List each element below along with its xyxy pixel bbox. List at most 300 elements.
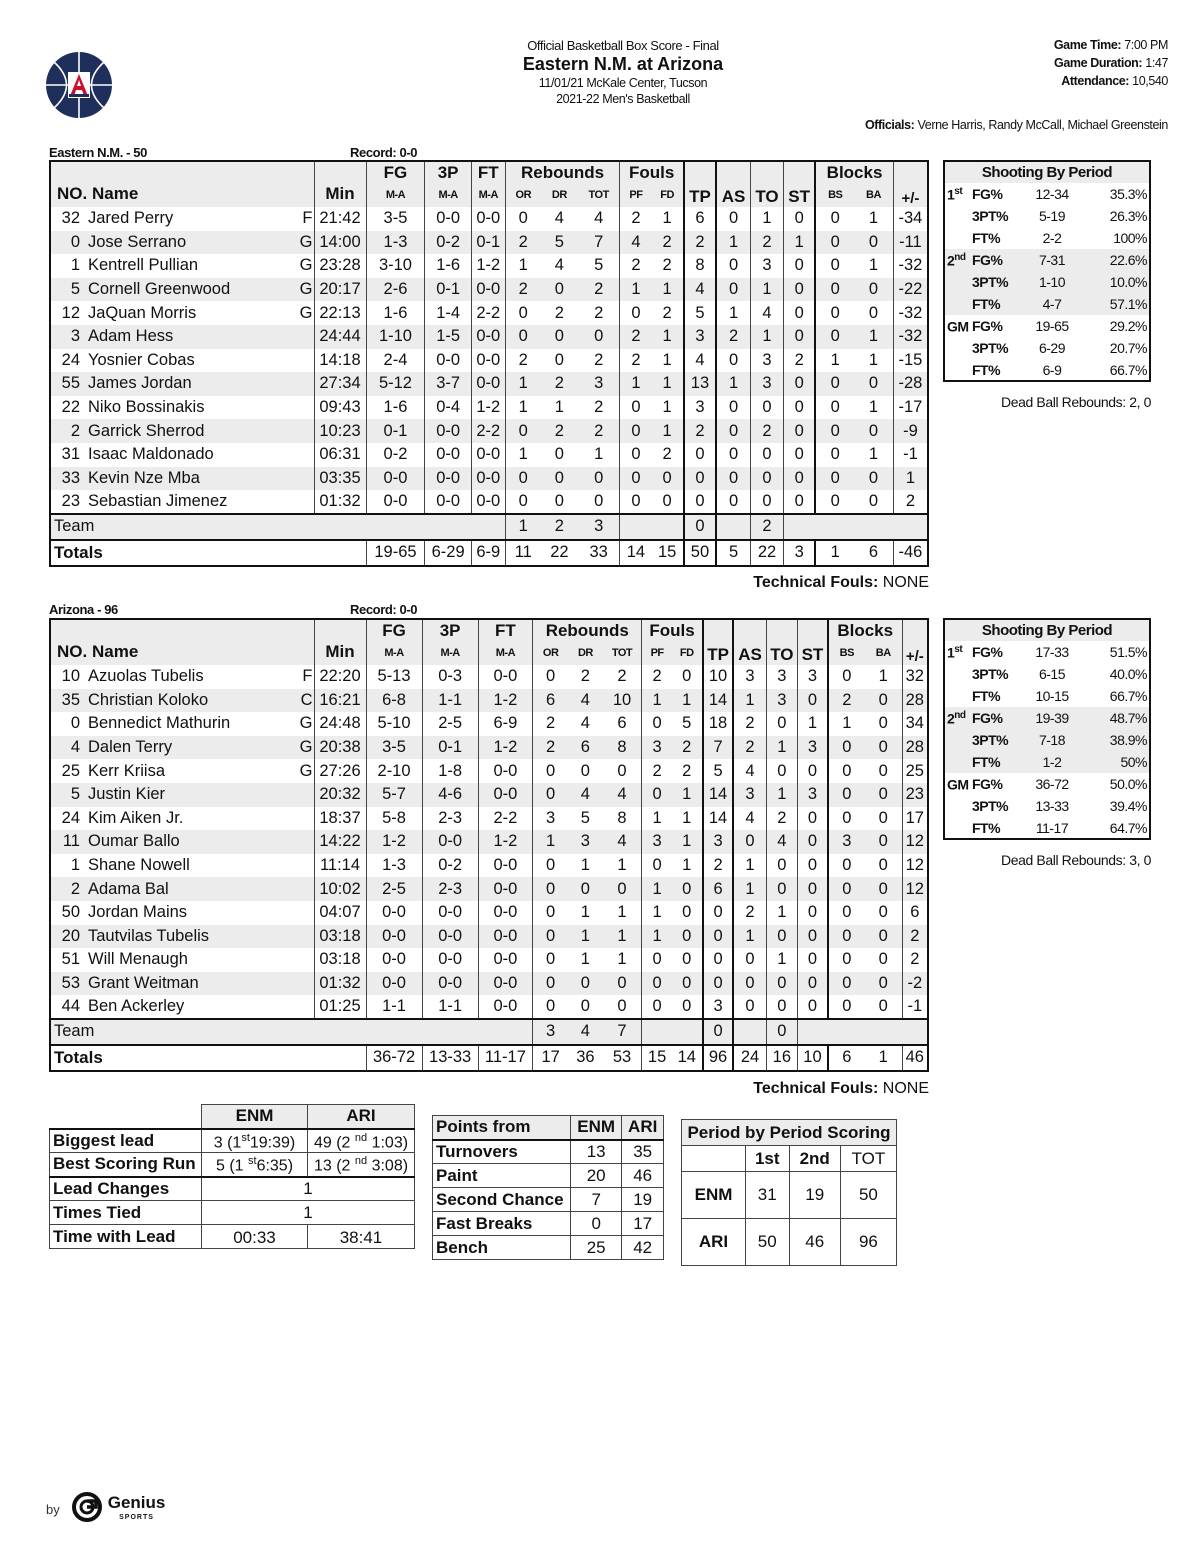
col-ft-ma: M-A bbox=[478, 641, 533, 665]
stat-ft: 0-0 bbox=[471, 372, 505, 396]
stat-tot: 2 bbox=[594, 350, 604, 369]
stat-as: 0 bbox=[716, 467, 750, 491]
col-bs: BS bbox=[815, 183, 854, 207]
total-as: 5 bbox=[716, 540, 750, 566]
player-position bbox=[296, 901, 314, 925]
stat-fd: 2 bbox=[662, 303, 672, 322]
period-label: 1st bbox=[947, 643, 963, 661]
col-min: Min bbox=[314, 161, 366, 207]
col-3p: 3P bbox=[425, 161, 471, 183]
stat-to: 0 bbox=[766, 1019, 798, 1045]
stat-as: 0 bbox=[733, 948, 766, 972]
stat-as: 1 bbox=[733, 854, 766, 878]
summary-col-enm: ENM bbox=[202, 1105, 308, 1129]
stat-pm: -34 bbox=[893, 207, 928, 231]
points-row bbox=[433, 1236, 664, 1260]
stat-to: 2 bbox=[750, 419, 783, 443]
stat-tp3: 0-0 bbox=[422, 830, 478, 854]
stat-tot: 0 bbox=[617, 761, 627, 780]
stat-pf: 1 bbox=[642, 877, 672, 901]
player-minutes: 18:37 bbox=[314, 807, 366, 831]
total-pm: -46 bbox=[893, 540, 928, 566]
made-attempted: 4-7 bbox=[1042, 296, 1062, 312]
stat-or: 0 bbox=[533, 783, 568, 807]
stat-dr: 0 bbox=[554, 468, 564, 487]
points-label: Paint bbox=[433, 1164, 571, 1188]
total-bs: 6 bbox=[828, 1045, 865, 1071]
percentage: 10.0% bbox=[1109, 274, 1147, 290]
col-to: TO bbox=[750, 161, 783, 207]
period-col-2nd: 2nd bbox=[789, 1146, 840, 1172]
stat-to: 0 bbox=[750, 490, 783, 514]
player-row bbox=[50, 301, 928, 325]
arizona-logo bbox=[44, 50, 114, 120]
total-tp3: 6-29 bbox=[425, 540, 471, 566]
stat-type: FT% bbox=[972, 688, 1001, 704]
stat-pm: -15 bbox=[893, 349, 928, 373]
stat-bs: 0 bbox=[815, 372, 854, 396]
player-row bbox=[50, 807, 928, 831]
player-minutes: 24:48 bbox=[314, 712, 366, 736]
stat-to: 1 bbox=[766, 948, 798, 972]
player-name: Tautvilas Tubelis bbox=[88, 926, 210, 945]
period-row-team: ARI bbox=[682, 1219, 746, 1266]
stat-to: 4 bbox=[750, 301, 783, 325]
shooting-row bbox=[944, 293, 1150, 315]
stat-as: 0 bbox=[716, 207, 750, 231]
player-number: 23 bbox=[61, 491, 80, 510]
stat-ba: 1 bbox=[878, 667, 888, 686]
stat-as: 0 bbox=[733, 972, 766, 996]
stat-to: 1 bbox=[750, 207, 783, 231]
total-tot: 33 bbox=[589, 543, 608, 562]
made-attempted: 12-34 bbox=[1035, 186, 1069, 202]
percentage: 29.2% bbox=[1109, 318, 1147, 334]
percentage: 20.7% bbox=[1109, 340, 1147, 356]
player-number: 24 bbox=[61, 808, 80, 827]
stat-ba: 0 bbox=[878, 926, 888, 945]
player-row bbox=[50, 372, 928, 396]
player-number: 33 bbox=[61, 468, 80, 487]
stat-pm: 23 bbox=[902, 783, 928, 807]
stat-pm: -22 bbox=[893, 278, 928, 302]
stat-tot: 1 bbox=[617, 926, 627, 945]
player-row bbox=[50, 972, 928, 996]
stat-ft: 0-0 bbox=[478, 995, 533, 1019]
stat-tp: 0 bbox=[703, 1019, 734, 1045]
total-bs: 1 bbox=[815, 540, 854, 566]
made-attempted: 7-31 bbox=[1038, 252, 1066, 268]
stat-pf: 2 bbox=[620, 349, 652, 373]
stat-pm: 17 bbox=[902, 807, 928, 831]
total-ba: 1 bbox=[878, 1048, 888, 1067]
stat-as: 1 bbox=[733, 689, 766, 713]
stat-ft: 1-2 bbox=[471, 396, 505, 420]
total-st: 3 bbox=[784, 540, 816, 566]
stat-tot: 3 bbox=[594, 517, 604, 536]
made-attempted: 5-19 bbox=[1038, 208, 1066, 224]
total-tp: 50 bbox=[684, 540, 716, 566]
player-name: Shane Nowell bbox=[88, 856, 190, 875]
player-number: 55 bbox=[61, 374, 80, 393]
stat-fd: 0 bbox=[682, 974, 692, 993]
stat-tp3: 0-0 bbox=[425, 443, 471, 467]
stat-fg: 0-0 bbox=[366, 948, 422, 972]
stat-as: 1 bbox=[733, 925, 766, 949]
stat-dr: 4 bbox=[580, 714, 590, 733]
stat-fg: 5-13 bbox=[366, 665, 422, 689]
stat-tp: 7 bbox=[703, 736, 734, 760]
player-position bbox=[296, 419, 314, 443]
stat-fg: 0-1 bbox=[366, 419, 425, 443]
stat-tp: 0 bbox=[684, 514, 716, 540]
player-minutes: 01:32 bbox=[314, 490, 366, 514]
stat-ba: 0 bbox=[868, 303, 879, 322]
col-fouls: Fouls bbox=[620, 161, 684, 183]
stat-fd: 1 bbox=[662, 374, 672, 393]
player-name: Kerr Kriisa bbox=[88, 761, 166, 780]
player-minutes: 16:21 bbox=[314, 689, 366, 713]
stat-ba: 1 bbox=[868, 350, 879, 369]
col-tp: TP bbox=[684, 161, 716, 207]
stat-to: 4 bbox=[766, 830, 798, 854]
stat-fg: 1-2 bbox=[366, 830, 422, 854]
points-label: Second Chance bbox=[433, 1188, 571, 1212]
player-position bbox=[296, 372, 314, 396]
stat-ft: 1-2 bbox=[471, 254, 505, 278]
player-name: Grant Weitman bbox=[88, 974, 199, 993]
percentage: 100% bbox=[1113, 230, 1147, 246]
season-line: 2021-22 Men's Basketball bbox=[556, 92, 690, 106]
shooting-row bbox=[944, 205, 1150, 227]
stat-st: 0 bbox=[798, 925, 828, 949]
stat-fg: 5-10 bbox=[366, 712, 422, 736]
stat-ba: 1 bbox=[868, 327, 879, 346]
stat-as: 3 bbox=[733, 665, 766, 689]
stat-dr: 0 bbox=[554, 350, 564, 369]
stat-bs: 0 bbox=[815, 443, 854, 467]
stat-tp: 8 bbox=[684, 254, 716, 278]
stat-tot: 8 bbox=[617, 808, 627, 827]
player-name: James Jordan bbox=[88, 374, 192, 393]
percentage: 66.7% bbox=[1109, 361, 1147, 378]
made-attempted: 10-15 bbox=[1035, 688, 1069, 704]
period-col-1st: 1st bbox=[746, 1146, 790, 1172]
stat-ft: 0-0 bbox=[478, 665, 533, 689]
stat-tot: 7 bbox=[594, 232, 604, 251]
stat-tp3: 0-0 bbox=[425, 207, 471, 231]
stat-pf: 0 bbox=[620, 443, 652, 467]
percentage: 64.7% bbox=[1109, 819, 1147, 836]
stat-pf: 0 bbox=[620, 419, 652, 443]
player-row bbox=[50, 490, 928, 514]
stat-dr: 0 bbox=[554, 280, 564, 299]
stat-or: 0 bbox=[505, 301, 541, 325]
player-name: Oumar Ballo bbox=[88, 832, 180, 851]
player-position: F bbox=[296, 665, 314, 689]
stat-as: 2 bbox=[716, 325, 750, 349]
col-fouls: Fouls bbox=[642, 619, 703, 641]
stat-bs: 0 bbox=[828, 759, 865, 783]
stat-ba: 0 bbox=[878, 879, 888, 898]
col-fg-ma: M-A bbox=[366, 183, 425, 207]
made-attempted: 17-33 bbox=[1035, 644, 1069, 660]
stat-st: 0 bbox=[784, 443, 816, 467]
stat-tp3: 2-3 bbox=[422, 877, 478, 901]
stat-pf: 0 bbox=[620, 396, 652, 420]
stat-fd: 0 bbox=[662, 468, 672, 487]
col-ba: BA bbox=[865, 641, 902, 665]
percentage: 38.9% bbox=[1109, 732, 1147, 748]
stat-as: 0 bbox=[733, 995, 766, 1019]
stat-ba: 0 bbox=[878, 690, 888, 709]
made-attempted: 1-2 bbox=[1042, 754, 1062, 770]
stat-pm: 28 bbox=[902, 689, 928, 713]
col-fg: FG bbox=[366, 161, 425, 183]
stat-tp3: 2-3 bbox=[422, 807, 478, 831]
total-ba: 6 bbox=[868, 543, 879, 562]
shooting-row bbox=[944, 227, 1150, 249]
stat-as: 0 bbox=[716, 349, 750, 373]
col-fg-ma: M-A bbox=[366, 641, 422, 665]
col-dr: DR bbox=[541, 183, 578, 207]
stat-bs: 0 bbox=[828, 807, 865, 831]
stat-tot: 0 bbox=[617, 974, 627, 993]
stat-st: 0 bbox=[798, 972, 828, 996]
stat-dr: 4 bbox=[554, 209, 564, 228]
stat-or: 2 bbox=[505, 349, 541, 373]
stat-to: 1 bbox=[766, 901, 798, 925]
player-row bbox=[50, 254, 928, 278]
stat-dr: 0 bbox=[580, 879, 590, 898]
player-row bbox=[50, 948, 928, 972]
percentage: 40.0% bbox=[1109, 666, 1147, 682]
stat-to: 0 bbox=[766, 995, 798, 1019]
stat-fg: 0-0 bbox=[366, 901, 422, 925]
player-name: Dalen Terry bbox=[88, 738, 173, 757]
stat-dr: 5 bbox=[580, 808, 590, 827]
stat-ba: 0 bbox=[878, 714, 888, 733]
player-row bbox=[50, 925, 928, 949]
game-time: Game Time: 7:00 PM bbox=[1053, 38, 1168, 52]
stat-or: 2 bbox=[505, 278, 541, 302]
stat-tp3: 1-8 bbox=[422, 759, 478, 783]
stat-type: 3PT% bbox=[972, 274, 1009, 290]
player-number: 0 bbox=[70, 232, 80, 251]
stat-type: FG% bbox=[972, 644, 1003, 660]
stat-tp: 0 bbox=[684, 443, 716, 467]
stat-st: 0 bbox=[798, 854, 828, 878]
player-number: 2 bbox=[70, 879, 80, 898]
stat-ft: 2-2 bbox=[478, 807, 533, 831]
total-to: 22 bbox=[750, 540, 783, 566]
stat-tp3: 0-0 bbox=[422, 925, 478, 949]
stat-st: 0 bbox=[798, 948, 828, 972]
stat-tp3: 0-0 bbox=[425, 490, 471, 514]
shooting-by-period-table bbox=[943, 618, 1151, 840]
player-number: 31 bbox=[61, 445, 80, 464]
stat-fd: 1 bbox=[662, 421, 672, 440]
player-number: 3 bbox=[70, 327, 80, 346]
best-run-enm: 5 (1 $^{st}$6:35) bbox=[202, 1153, 308, 1177]
player-number: 24 bbox=[61, 350, 80, 369]
col-dr: DR bbox=[568, 641, 603, 665]
stat-fg: 2-5 bbox=[366, 877, 422, 901]
stat-ft: 0-0 bbox=[471, 490, 505, 514]
player-minutes: 14:00 bbox=[314, 231, 366, 255]
player-position bbox=[296, 995, 314, 1019]
stat-tp: 2 bbox=[684, 231, 716, 255]
player-name: Bennedict Mathurin bbox=[88, 714, 231, 733]
player-minutes: 27:26 bbox=[314, 759, 366, 783]
stat-st: 0 bbox=[784, 490, 816, 514]
player-row bbox=[50, 712, 928, 736]
player-number: 5 bbox=[70, 280, 80, 299]
stat-pf: 4 bbox=[620, 231, 652, 255]
shooting-row bbox=[944, 271, 1150, 293]
player-number: 20 bbox=[61, 926, 80, 945]
made-attempted: 6-9 bbox=[1042, 361, 1062, 378]
stat-type: FG% bbox=[972, 776, 1003, 792]
stat-ft: 0-0 bbox=[478, 901, 533, 925]
stat-fg: 0-2 bbox=[366, 443, 425, 467]
stat-ft: 0-0 bbox=[478, 925, 533, 949]
points-ari: 42 bbox=[622, 1236, 664, 1260]
shooting-row bbox=[944, 685, 1150, 707]
stat-tot: 7 bbox=[617, 1022, 627, 1041]
stat-pm: 12 bbox=[902, 854, 928, 878]
col-fg: FG bbox=[366, 619, 422, 641]
stat-fd: 2 bbox=[682, 761, 692, 780]
player-position: G bbox=[296, 759, 314, 783]
shooting-row bbox=[944, 729, 1150, 751]
stat-pm: -28 bbox=[893, 372, 928, 396]
stat-tp3: 4-6 bbox=[422, 783, 478, 807]
stat-pm: 1 bbox=[893, 467, 928, 491]
stat-or: 0 bbox=[505, 325, 541, 349]
stat-pf: 0 bbox=[642, 972, 672, 996]
stat-ft: 0-0 bbox=[471, 349, 505, 373]
stat-fg: 2-4 bbox=[366, 349, 425, 373]
stat-as: 3 bbox=[733, 783, 766, 807]
stat-ba: 0 bbox=[868, 491, 879, 510]
player-row bbox=[50, 278, 928, 302]
stat-ba: 0 bbox=[878, 997, 888, 1016]
total-pf: 15 bbox=[642, 1045, 672, 1071]
stat-type: FG% bbox=[972, 186, 1003, 202]
made-attempted: 11-17 bbox=[1035, 819, 1069, 836]
stat-pf: 0 bbox=[642, 948, 672, 972]
player-minutes: 09:43 bbox=[314, 396, 366, 420]
genius-logo-icon bbox=[72, 1492, 102, 1527]
stat-tp: 3 bbox=[703, 995, 734, 1019]
points-ari: 19 bbox=[622, 1188, 664, 1212]
player-position bbox=[296, 443, 314, 467]
stat-dr: 3 bbox=[580, 832, 590, 851]
stat-tp3: 0-4 bbox=[425, 396, 471, 420]
player-minutes: 22:13 bbox=[314, 301, 366, 325]
stat-fd: 0 bbox=[682, 903, 692, 922]
col-ft: FT bbox=[471, 161, 505, 183]
player-minutes: 11:14 bbox=[314, 854, 366, 878]
stat-or: 2 bbox=[505, 231, 541, 255]
player-name: Kevin Nze Mba bbox=[88, 468, 200, 487]
player-row bbox=[50, 689, 928, 713]
player-row bbox=[50, 759, 928, 783]
stat-tp: 5 bbox=[703, 759, 734, 783]
stat-or: 0 bbox=[533, 901, 568, 925]
player-position: G bbox=[296, 736, 314, 760]
stat-fg: 3-10 bbox=[366, 254, 425, 278]
player-number: 12 bbox=[61, 303, 80, 322]
stat-pm: 34 bbox=[902, 712, 928, 736]
player-name: Jared Perry bbox=[88, 209, 174, 228]
dead-ball-rebounds: Dead Ball Rebounds: 3, 0 bbox=[1001, 852, 1151, 868]
stat-fd: 2 bbox=[682, 738, 692, 757]
total-fg: 19-65 bbox=[366, 540, 425, 566]
biggest-lead-ari: 49 (2 $^{nd}$ 1:03) bbox=[308, 1129, 415, 1153]
stat-tot: 1 bbox=[594, 445, 604, 464]
stat-or: 0 bbox=[533, 948, 568, 972]
player-name: Will Menaugh bbox=[88, 950, 188, 969]
period-label: 1st bbox=[947, 185, 963, 203]
stat-tp: 3 bbox=[703, 830, 734, 854]
stat-bs: 0 bbox=[828, 665, 865, 689]
period-label bbox=[944, 359, 972, 381]
player-row bbox=[50, 854, 928, 878]
shooting-row bbox=[944, 183, 1150, 205]
period-label bbox=[944, 227, 972, 249]
shooting-row bbox=[944, 249, 1150, 271]
stat-to: 1 bbox=[766, 783, 798, 807]
stat-ft: 2-2 bbox=[471, 301, 505, 325]
stat-type: FT% bbox=[972, 361, 1001, 378]
stat-ft: 1-2 bbox=[478, 830, 533, 854]
stat-tp: 0 bbox=[703, 948, 734, 972]
points-ari: 35 bbox=[622, 1140, 664, 1164]
footer-branding: by Genius SPORTS bbox=[46, 1492, 165, 1527]
total-st: 10 bbox=[798, 1045, 828, 1071]
stat-pm: 28 bbox=[902, 736, 928, 760]
stat-ba: 0 bbox=[878, 903, 888, 922]
col-as: AS bbox=[733, 619, 766, 665]
summary-col-ari: ARI bbox=[308, 1105, 415, 1129]
stat-fg: 1-6 bbox=[366, 301, 425, 325]
stat-st: 1 bbox=[784, 231, 816, 255]
game-info bbox=[1054, 36, 1168, 90]
stat-bs: 0 bbox=[828, 925, 865, 949]
made-attempted: 6-15 bbox=[1038, 666, 1066, 682]
stat-st: 0 bbox=[798, 995, 828, 1019]
player-minutes: 10:02 bbox=[314, 877, 366, 901]
stat-or: 0 bbox=[533, 925, 568, 949]
made-attempted: 1-10 bbox=[1038, 274, 1066, 290]
player-number: 25 bbox=[61, 761, 80, 780]
stat-pf: 0 bbox=[620, 301, 652, 325]
stat-type: 3PT% bbox=[972, 208, 1009, 224]
player-number: 53 bbox=[61, 974, 80, 993]
stat-tot: 3 bbox=[594, 374, 604, 393]
made-attempted: 13-33 bbox=[1035, 798, 1069, 814]
period-label bbox=[944, 271, 972, 293]
game-duration: Game Duration: 1:47 bbox=[1054, 56, 1168, 70]
stat-pf: 0 bbox=[620, 467, 652, 491]
player-position: F bbox=[296, 207, 314, 231]
stat-dr: 0 bbox=[554, 491, 564, 510]
total-ft: 6-9 bbox=[471, 540, 505, 566]
col-3p-ma: M-A bbox=[425, 183, 471, 207]
stat-fd: 0 bbox=[682, 926, 692, 945]
